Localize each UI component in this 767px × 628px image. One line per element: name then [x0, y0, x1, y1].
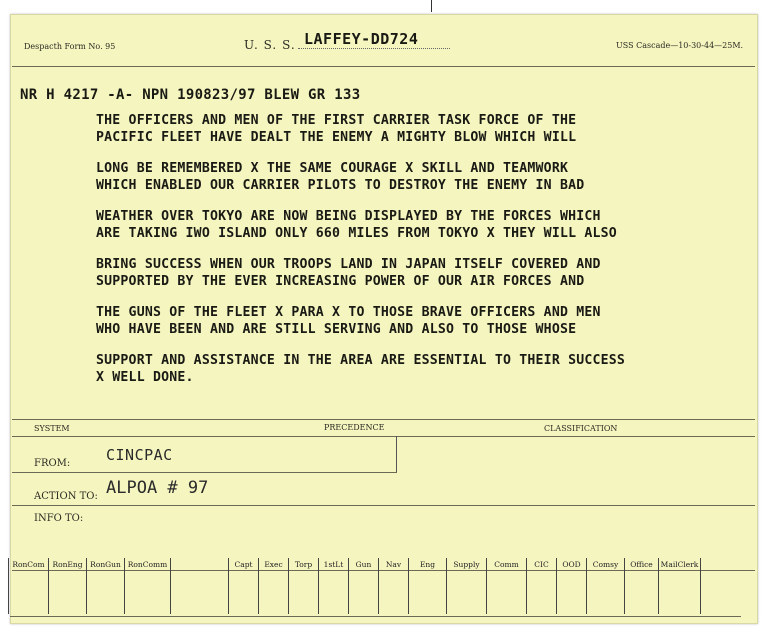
- message-paragraph: [96, 256, 736, 290]
- message-line: SUPPORT AND ASSISTANCE IN THE AREA ARE ESSENTIAL TO THEIR SUCCESS: [96, 353, 626, 368]
- routing-cell: MailClerk: [658, 558, 700, 614]
- message-line: WHICH ENABLED OUR CARRIER PILOTS TO DESTROY THE ENEMY IN BAD: [96, 178, 585, 193]
- message-line: ARE TAKING IWO ISLAND ONLY 660 MILES FROM TOKYO X THEY WILL ALSO: [96, 226, 617, 241]
- message-paragraph: [96, 304, 736, 338]
- system-label: SYSTEM: [34, 424, 70, 433]
- routing-cell: Exec: [258, 558, 288, 614]
- message-line: WHO HAVE BEEN AND ARE STILL SERVING AND ALSO TO THOSE WHOSE: [96, 322, 577, 337]
- routing-cell: Nav: [378, 558, 408, 614]
- routing-cell: Gun: [348, 558, 378, 614]
- message-paragraph: [96, 208, 736, 242]
- message-line: PACIFIC FLEET HAVE DEALT THE ENEMY A MIGHTY BLOW WHICH WILL: [96, 130, 577, 145]
- ship-name: LAFFEY-DD724: [304, 30, 419, 48]
- precedence-label: PRECEDENCE: [324, 423, 385, 432]
- message-line: SUPPORTED BY THE EVER INCREASING POWER OF OUR AIR FORCES AND: [96, 274, 585, 289]
- routing-cell: OOD: [556, 558, 586, 614]
- routing-cell: Office: [624, 558, 658, 614]
- printer-imprint: USS Cascade—10-30-44—25M.: [616, 41, 744, 50]
- from-box-right-edge: [396, 436, 397, 472]
- system-rule: [12, 419, 755, 420]
- routing-bottom-rule: [10, 616, 741, 617]
- routing-cell: RonCom: [8, 558, 48, 614]
- message-paragraph: [96, 352, 736, 386]
- routing-cell: Torp: [288, 558, 318, 614]
- message-line: WEATHER OVER TOKYO ARE NOW BEING DISPLAYED BY THE FORCES WHICH: [96, 209, 601, 224]
- message-line: THE GUNS OF THE FLEET X PARA X TO THOSE BRAVE OFFICERS AND MEN: [96, 305, 601, 320]
- from-value: CINCPAC: [106, 446, 173, 464]
- action-to-value: ALPOA # 97: [106, 478, 209, 498]
- system-lower-rule: [12, 436, 755, 437]
- from-label: FROM:: [34, 458, 71, 469]
- top-edge-tick: [431, 0, 432, 12]
- ship-name-underline: [298, 48, 450, 49]
- uss-label: U. S. S.: [244, 38, 296, 52]
- routing-cell: CIC: [526, 558, 556, 614]
- message-line: THE OFFICERS AND MEN OF THE FIRST CARRIER TASK FORCE OF THE: [96, 113, 577, 128]
- message-body: [96, 112, 736, 400]
- routing-cell: Eng: [408, 558, 446, 614]
- header-rule: [12, 66, 755, 67]
- message-paragraph: [96, 160, 736, 194]
- message-line: LONG BE REMEMBERED X THE SAME COURAGE X SKILL AND TEAMWORK: [96, 161, 569, 176]
- form-number: Despacth Form No. 95: [24, 42, 116, 51]
- message-line: BRING SUCCESS WHEN OUR TROOPS LAND IN JAPAN ITSELF COVERED AND: [96, 257, 601, 272]
- message-paragraph: [96, 112, 736, 146]
- routing-cell: Comm: [486, 558, 526, 614]
- routing-cell: Capt: [228, 558, 258, 614]
- classification-label: CLASSIFICATION: [544, 424, 618, 433]
- from-rule: [12, 472, 397, 473]
- routing-cell: [170, 558, 228, 614]
- info-to-label: INFO TO:: [34, 513, 84, 524]
- routing-cell: RonEng: [48, 558, 86, 614]
- routing-cell: 1stLt: [318, 558, 348, 614]
- message-route-line: NR H 4217 -A- NPN 190823/97 BLEW GR 133: [20, 87, 361, 103]
- action-to-rule: [12, 505, 755, 506]
- message-line: X WELL DONE.: [96, 370, 194, 385]
- routing-cell: RonComm: [124, 558, 170, 614]
- routing-cell: RonGun: [86, 558, 124, 614]
- action-to-label: ACTION TO:: [34, 491, 98, 502]
- routing-grid-end: [700, 558, 701, 614]
- routing-cell: Supply: [446, 558, 486, 614]
- routing-grid: [8, 558, 730, 616]
- routing-cell: Comsy: [586, 558, 624, 614]
